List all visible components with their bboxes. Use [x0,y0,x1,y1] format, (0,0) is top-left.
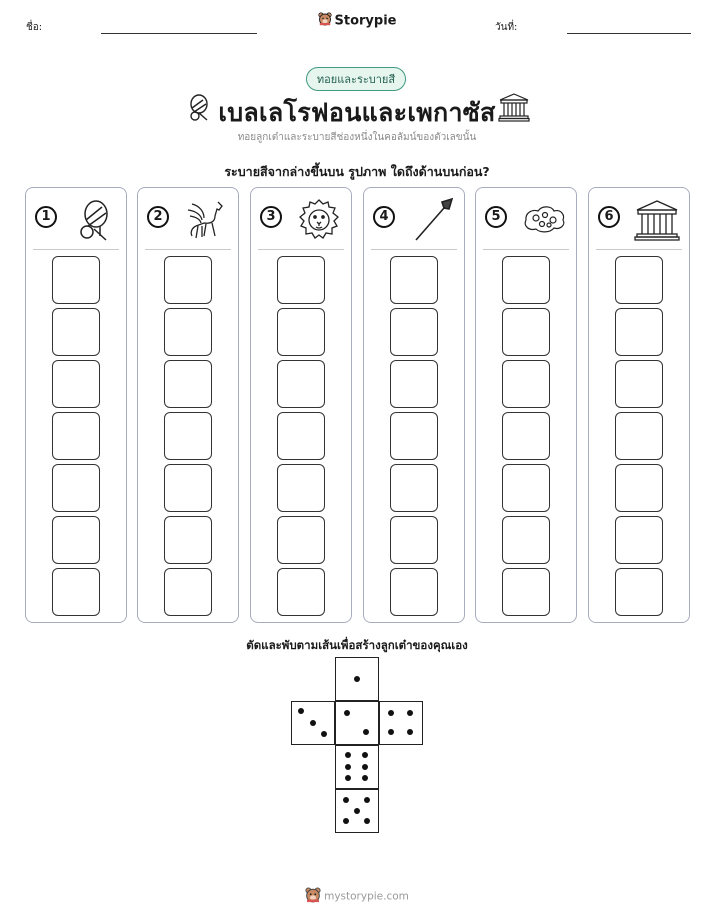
color-box[interactable] [164,568,212,616]
color-box[interactable] [502,256,550,304]
column-1 [25,187,127,623]
lion-icon [295,196,343,244]
footer-url[interactable]: mystorypie.com [324,890,409,903]
dice-face [335,789,379,833]
color-box[interactable] [52,464,100,512]
color-box[interactable] [164,464,212,512]
brand-logo [0,12,714,30]
column-divider [33,249,119,250]
dice-face [291,701,335,745]
dice-pip [388,710,394,716]
column-divider [145,249,231,250]
game-question: ระบายสีจากล่างขึ้นบน รูปภาพ ใดถึงด้านบนก่อน? [224,164,490,179]
color-box[interactable] [52,308,100,356]
color-box[interactable] [277,516,325,564]
swamp-icon [520,196,568,244]
name-label: ชื่อ: [26,22,43,33]
color-box[interactable] [390,464,438,512]
pegasus-icon [182,196,230,244]
color-box[interactable] [502,464,550,512]
dice-pip [362,752,368,758]
color-box[interactable] [277,412,325,460]
column-divider [371,249,457,250]
dice-pip [364,797,370,803]
column-divider [258,249,344,250]
color-box[interactable] [164,360,212,408]
dice-pip [344,710,350,716]
color-box[interactable] [390,256,438,304]
dice-pip [345,752,351,758]
title-temple-icon [498,92,530,122]
column-5 [475,187,577,623]
color-box[interactable] [615,256,663,304]
column-2 [137,187,239,623]
color-box[interactable] [52,360,100,408]
color-box[interactable] [615,412,663,460]
bridle-icon [70,196,118,244]
dice-face [335,657,379,701]
brand-name: Storypie [334,13,397,29]
color-box[interactable] [390,360,438,408]
column-number: 1 [35,206,57,228]
name-line[interactable] [101,33,257,34]
color-box[interactable] [277,360,325,408]
color-box[interactable] [52,412,100,460]
dice-face [335,701,379,745]
footer [0,887,714,906]
dice-pip [321,731,327,737]
dice-pip [343,797,349,803]
color-box[interactable] [390,308,438,356]
color-box[interactable] [615,568,663,616]
color-box[interactable] [277,308,325,356]
dice-pip [354,808,360,814]
column-3 [250,187,352,623]
activity-badge: ทอยและระบายสี [306,67,406,91]
temple-icon [633,196,681,244]
color-box[interactable] [277,256,325,304]
column-6 [588,187,690,623]
color-box[interactable] [502,568,550,616]
bear-icon [318,12,332,30]
color-box[interactable] [502,412,550,460]
dice-pip [310,720,316,726]
color-box[interactable] [390,568,438,616]
instructions-subtitle: ทอยลูกเต๋าและระบายสีช่องหนึ่งในคอลัมน์ของตัวเลขนั้น [237,132,477,143]
dice-pip [345,775,351,781]
column-number: 6 [598,206,620,228]
dice-pip [354,676,360,682]
dice-pip [364,818,370,824]
dice-pip [298,708,304,714]
color-box[interactable] [390,412,438,460]
dice-pip [362,764,368,770]
color-box[interactable] [502,516,550,564]
dice-pip [343,818,349,824]
column-number: 5 [485,206,507,228]
color-box[interactable] [52,516,100,564]
color-box[interactable] [615,308,663,356]
color-box[interactable] [164,308,212,356]
spear-icon [408,196,456,244]
color-box[interactable] [164,256,212,304]
color-box[interactable] [502,360,550,408]
color-box[interactable] [615,360,663,408]
color-box[interactable] [390,516,438,564]
color-box[interactable] [164,516,212,564]
column-divider [483,249,569,250]
dice-face [379,701,423,745]
color-box[interactable] [277,464,325,512]
date-line[interactable] [567,33,691,34]
cut-instruction: ตัดและพับตามเส้นเพื่อสร้างลูกเต๋าของคุณเอง [246,638,468,652]
color-box[interactable] [164,412,212,460]
color-box[interactable] [277,568,325,616]
column-number: 2 [147,206,169,228]
color-box[interactable] [52,568,100,616]
column-4 [363,187,465,623]
dice-pip [345,764,351,770]
color-box[interactable] [52,256,100,304]
column-number: 3 [260,206,282,228]
column-divider [596,249,682,250]
color-box[interactable] [615,516,663,564]
dice-pip [388,729,394,735]
color-box[interactable] [502,308,550,356]
column-number: 4 [373,206,395,228]
dice-pip [363,729,369,735]
footer-bear-icon [305,887,321,906]
dice-pip [407,710,413,716]
page-title: เบลเลโรฟอนและเพกาซัส [218,98,496,127]
dice-pip [362,775,368,781]
dice-face [335,745,379,789]
date-label: วันที่: [495,22,518,33]
color-box[interactable] [615,464,663,512]
dice-pip [407,729,413,735]
